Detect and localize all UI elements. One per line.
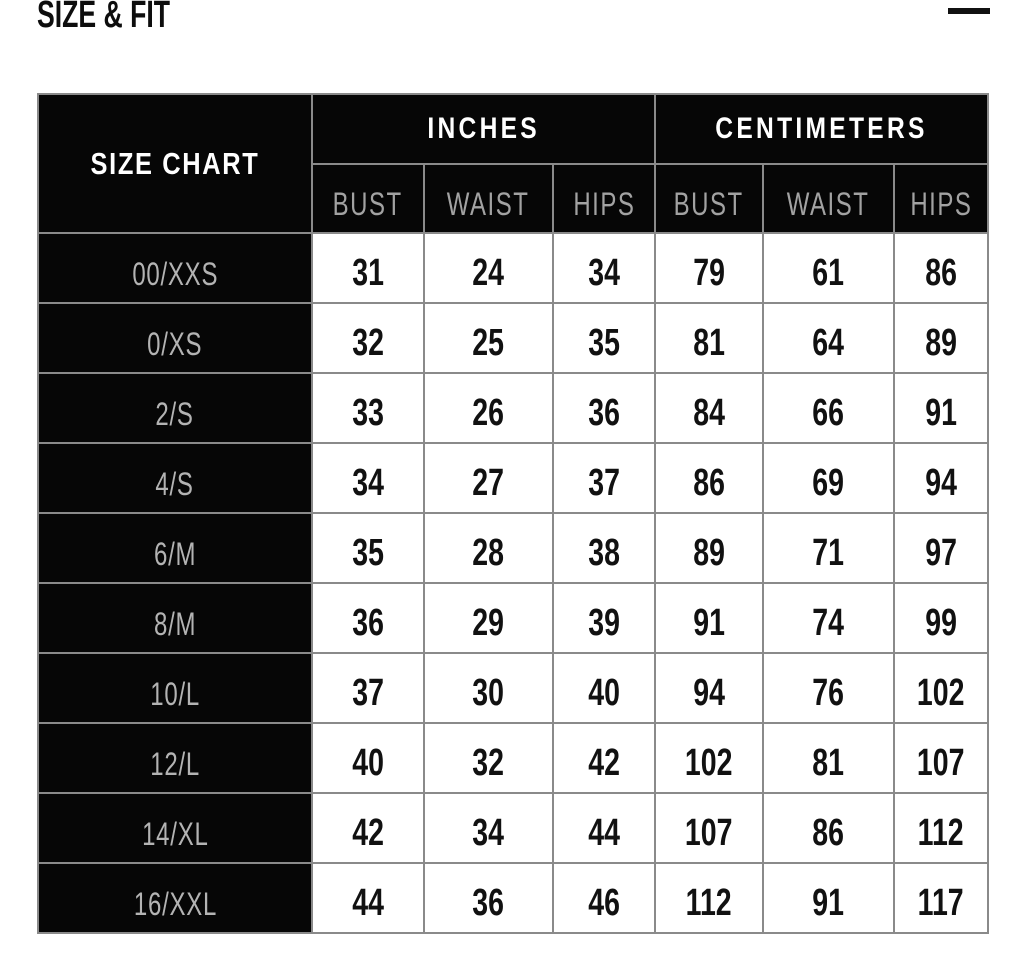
bust-in-value: 31 xyxy=(312,233,424,303)
hips-in-value: 34 xyxy=(553,233,655,303)
size-label: 00/XXS xyxy=(38,233,312,303)
bust-in-value: 40 xyxy=(312,723,424,793)
waist-in-value: 36 xyxy=(424,863,553,933)
hips-in-value: 46 xyxy=(553,863,655,933)
waist-cm-value: 64 xyxy=(763,303,894,373)
centimeters-group-header: CENTIMETERS xyxy=(655,94,988,164)
bust-in-value: 37 xyxy=(312,653,424,723)
bust-in-value: 36 xyxy=(312,583,424,653)
waist-cm-value: 69 xyxy=(763,443,894,513)
collapse-section-button[interactable] xyxy=(946,0,992,24)
hips-cm-value: 112 xyxy=(894,793,988,863)
hips-cm-value: 89 xyxy=(894,303,988,373)
bust-in-value: 33 xyxy=(312,373,424,443)
hips-cm-value: 102 xyxy=(894,653,988,723)
hips-in-value: 36 xyxy=(553,373,655,443)
waist-in-value: 24 xyxy=(424,233,553,303)
table-row xyxy=(38,303,988,373)
table-row xyxy=(38,373,988,443)
waist-in-value: 32 xyxy=(424,723,553,793)
hips-cm-value: 97 xyxy=(894,513,988,583)
hips-in-value: 35 xyxy=(553,303,655,373)
bust-in-value: 35 xyxy=(312,513,424,583)
waist-in-value: 30 xyxy=(424,653,553,723)
hips-cm-value: 99 xyxy=(894,583,988,653)
waist-cm-value: 91 xyxy=(763,863,894,933)
size-label: 8/M xyxy=(38,583,312,653)
table-row xyxy=(38,793,988,863)
waist-centimeters-header: WAIST xyxy=(763,164,894,233)
waist-in-value: 29 xyxy=(424,583,553,653)
waist-in-value: 27 xyxy=(424,443,553,513)
waist-cm-value: 81 xyxy=(763,723,894,793)
bust-cm-value: 112 xyxy=(655,863,763,933)
hips-centimeters-header: HIPS xyxy=(894,164,988,233)
bust-cm-value: 107 xyxy=(655,793,763,863)
hips-cm-value: 91 xyxy=(894,373,988,443)
waist-cm-value: 76 xyxy=(763,653,894,723)
table-row xyxy=(38,863,988,933)
hips-in-value: 39 xyxy=(553,583,655,653)
bust-cm-value: 86 xyxy=(655,443,763,513)
inches-group-header: INCHES xyxy=(312,94,655,164)
bust-in-value: 44 xyxy=(312,863,424,933)
size-label: 12/L xyxy=(38,723,312,793)
bust-cm-value: 79 xyxy=(655,233,763,303)
section-title: SIZE & FIT xyxy=(37,0,170,36)
waist-cm-value: 71 xyxy=(763,513,894,583)
waist-cm-value: 86 xyxy=(763,793,894,863)
bust-cm-value: 84 xyxy=(655,373,763,443)
size-label: 4/S xyxy=(38,443,312,513)
waist-inches-header: WAIST xyxy=(424,164,553,233)
hips-cm-value: 117 xyxy=(894,863,988,933)
size-label: 10/L xyxy=(38,653,312,723)
hips-inches-header: HIPS xyxy=(553,164,655,233)
size-label: 14/XL xyxy=(38,793,312,863)
hips-cm-value: 94 xyxy=(894,443,988,513)
waist-cm-value: 61 xyxy=(763,233,894,303)
hips-in-value: 40 xyxy=(553,653,655,723)
waist-in-value: 25 xyxy=(424,303,553,373)
hips-cm-value: 86 xyxy=(894,233,988,303)
hips-in-value: 37 xyxy=(553,443,655,513)
waist-cm-value: 74 xyxy=(763,583,894,653)
bust-cm-value: 81 xyxy=(655,303,763,373)
table-row xyxy=(38,583,988,653)
waist-in-value: 28 xyxy=(424,513,553,583)
size-chart-table xyxy=(37,93,989,934)
size-label: 16/XXL xyxy=(38,863,312,933)
size-label: 2/S xyxy=(38,373,312,443)
hips-in-value: 38 xyxy=(553,513,655,583)
hips-cm-value: 107 xyxy=(894,723,988,793)
bust-centimeters-header: BUST xyxy=(655,164,763,233)
table-row xyxy=(38,513,988,583)
bust-cm-value: 89 xyxy=(655,513,763,583)
bust-in-value: 34 xyxy=(312,443,424,513)
size-label: 6/M xyxy=(38,513,312,583)
table-row xyxy=(38,723,988,793)
bust-cm-value: 91 xyxy=(655,583,763,653)
waist-cm-value: 66 xyxy=(763,373,894,443)
waist-in-value: 34 xyxy=(424,793,553,863)
hips-in-value: 42 xyxy=(553,723,655,793)
bust-cm-value: 102 xyxy=(655,723,763,793)
table-row xyxy=(38,653,988,723)
table-row xyxy=(38,443,988,513)
bust-in-value: 42 xyxy=(312,793,424,863)
minus-icon xyxy=(948,8,990,14)
table-row xyxy=(38,233,988,303)
bust-cm-value: 94 xyxy=(655,653,763,723)
bust-in-value: 32 xyxy=(312,303,424,373)
size-chart-corner-header: SIZE CHART xyxy=(38,94,312,233)
bust-inches-header: BUST xyxy=(312,164,424,233)
hips-in-value: 44 xyxy=(553,793,655,863)
size-label: 0/XS xyxy=(38,303,312,373)
waist-in-value: 26 xyxy=(424,373,553,443)
